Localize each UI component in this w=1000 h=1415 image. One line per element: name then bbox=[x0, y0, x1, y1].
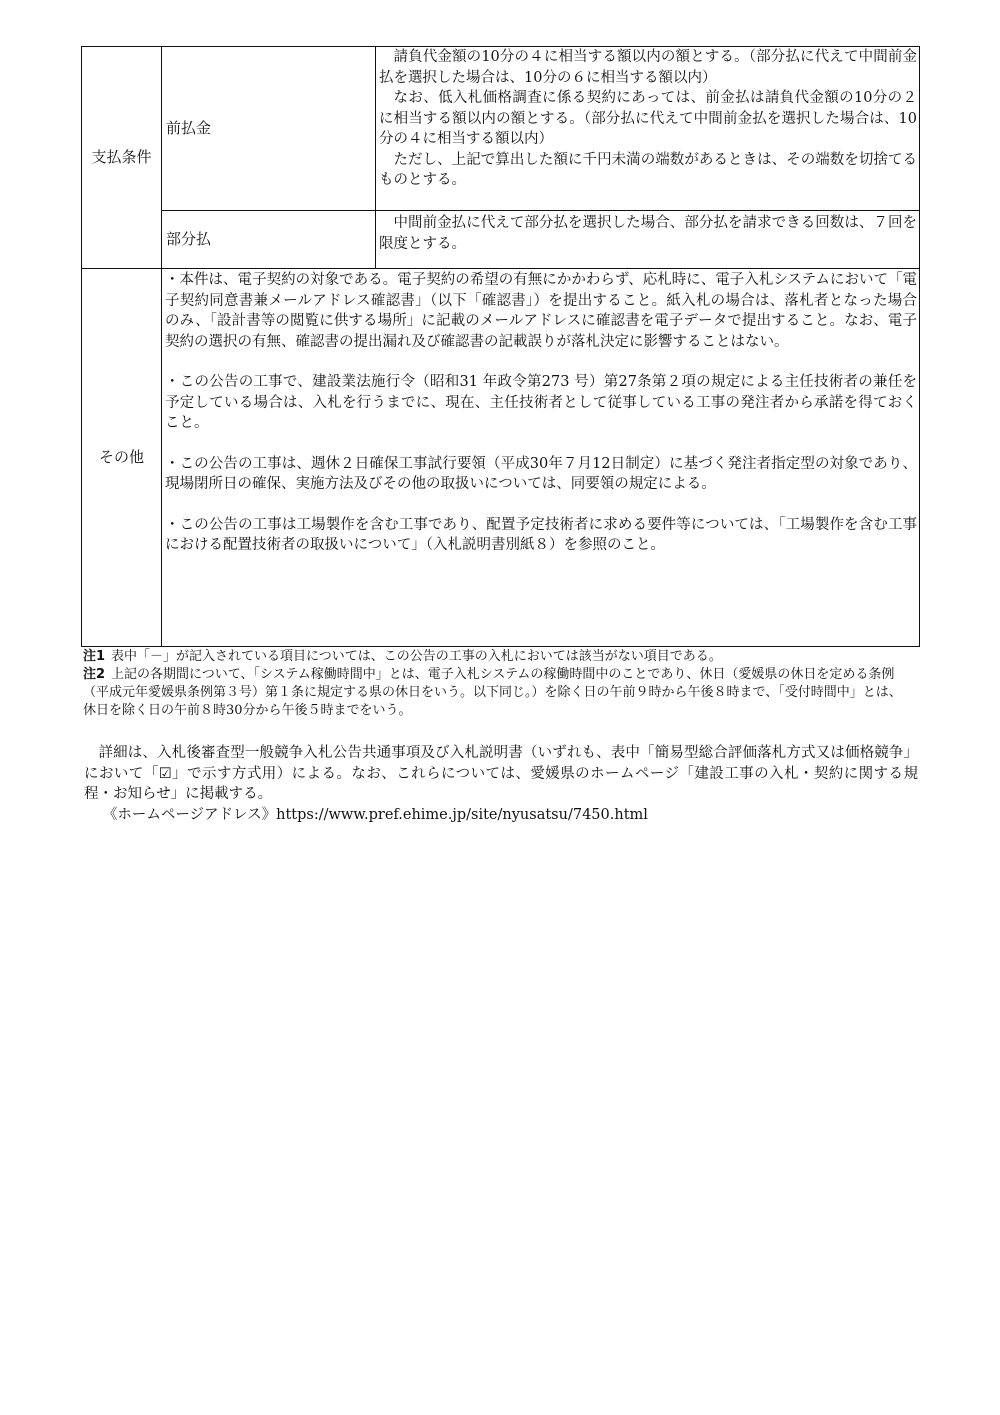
homepage-address: 《ホームページアドレス》https://www.pref.ehime.jp/site/nyusatsu/7450.html bbox=[102, 806, 648, 823]
other-item-4: ・この公告の工事は工場製作を含む工事であり、配置予定技術者に求める要件等については、「工場製作を含む工事における配置技術者の取扱いについて」（入札説明書別紙８）を参照のこと。 bbox=[165, 516, 917, 553]
notes-section bbox=[83, 648, 913, 720]
advance-para-1: 請負代金額の10分の４に相当する額以内の額とする。（部分払に代えて中間前金払を選択した場合は、10分の６に相当する額以内） bbox=[379, 49, 917, 86]
advance-para-2: なお、低入札価格調査に係る契約にあっては、前金払は請負代金額の10分の２に相当する額以内の額とする。（部分払に代えて中間前金払を選択した場合は、10分の４に相当する額以内） bbox=[379, 90, 917, 147]
partial-para-1: 中間前金払に代えて部分払を選択した場合、部分払を請求できる回数は、７回を限度とする。 bbox=[379, 215, 917, 252]
partial-payment-label: 部分払 bbox=[162, 211, 376, 269]
conditions-table bbox=[81, 46, 920, 647]
note-1-tag: 注1 bbox=[83, 649, 106, 664]
table-row bbox=[82, 211, 920, 269]
table-row bbox=[82, 269, 920, 647]
partial-payment-content bbox=[376, 211, 920, 269]
details-text: 詳細は、入札後審査型一般競争入札公告共通事項及び入札説明書（いずれも、表中「簡易型総合評価落札方式又は価格競争」において「☑」で示す方式用）による。なお、これらについては、愛媛県のホームページ「建設工事の入札・契約に関する規程・お知らせ」に掲載する。 bbox=[84, 745, 918, 802]
other-item-3: ・この公告の工事は、週休２日確保工事試行要領（平成30年７月12日制定）に基づく発注者指定型の対象であり、現場閉所日の確保、実施方法及びその他の取扱いについては、同要領の規定による。 bbox=[165, 455, 917, 492]
other-item-1: ・本件は、電子契約の対象である。電子契約の希望の有無にかかわらず、応札時に、電子入札システムにおいて「電子契約同意書兼メールアドレス確認書」（以下「確認書」）を提出すること。紙入札の場合は、落札者となった場合のみ、「設計書等の閲覧に供する場所」に記載のメールアドレスに確認書を電子データで提出すること。なお、電子契約の選択の有無、確認書の提出漏れ及び確認書の記載誤りが落札決定に影響することはない。 bbox=[165, 272, 917, 350]
table-row bbox=[82, 47, 920, 211]
payment-category-label: 支払条件 bbox=[82, 47, 162, 269]
other-item-2: ・この公告の工事で、建設業法施行令（昭和31 年政令第273 号）第27条第２項の規定による主任技術者の兼任を予定している場合は、入札を行うまでに、現在、主任技術者として従事している工事の発注者から承諾を得ておくこと。 bbox=[165, 374, 917, 431]
other-content bbox=[162, 269, 920, 647]
advance-payment-label: 前払金 bbox=[162, 47, 376, 211]
note-2-tag: 注2 bbox=[83, 667, 106, 682]
other-label: その他 bbox=[82, 269, 162, 647]
note-1 bbox=[83, 648, 913, 666]
advance-payment-content bbox=[376, 47, 920, 211]
details-section bbox=[84, 743, 918, 825]
note-1-text: 表中「－」が記入されている項目については、この公告の工事の入札においては該当がない項目である。 bbox=[111, 649, 722, 664]
note-2 bbox=[83, 666, 913, 720]
note-2-text: 上記の各期間について、「システム稼働時間中」とは、電子入札システムの稼働時間中のことであり、休日（愛媛県の休日を定める条例（平成元年愛媛県条例第３号）第１条に規定する県の休日をいう。以下同じ。）を除く日の午前９時から午後８時まで、「受付時間中」とは、休日を除く日の午前８時30分から午後５時までをいう。 bbox=[83, 667, 902, 718]
advance-para-3: ただし、上記で算出した額に千円未満の端数があるときは、その端数を切捨てるものとする。 bbox=[379, 151, 917, 188]
